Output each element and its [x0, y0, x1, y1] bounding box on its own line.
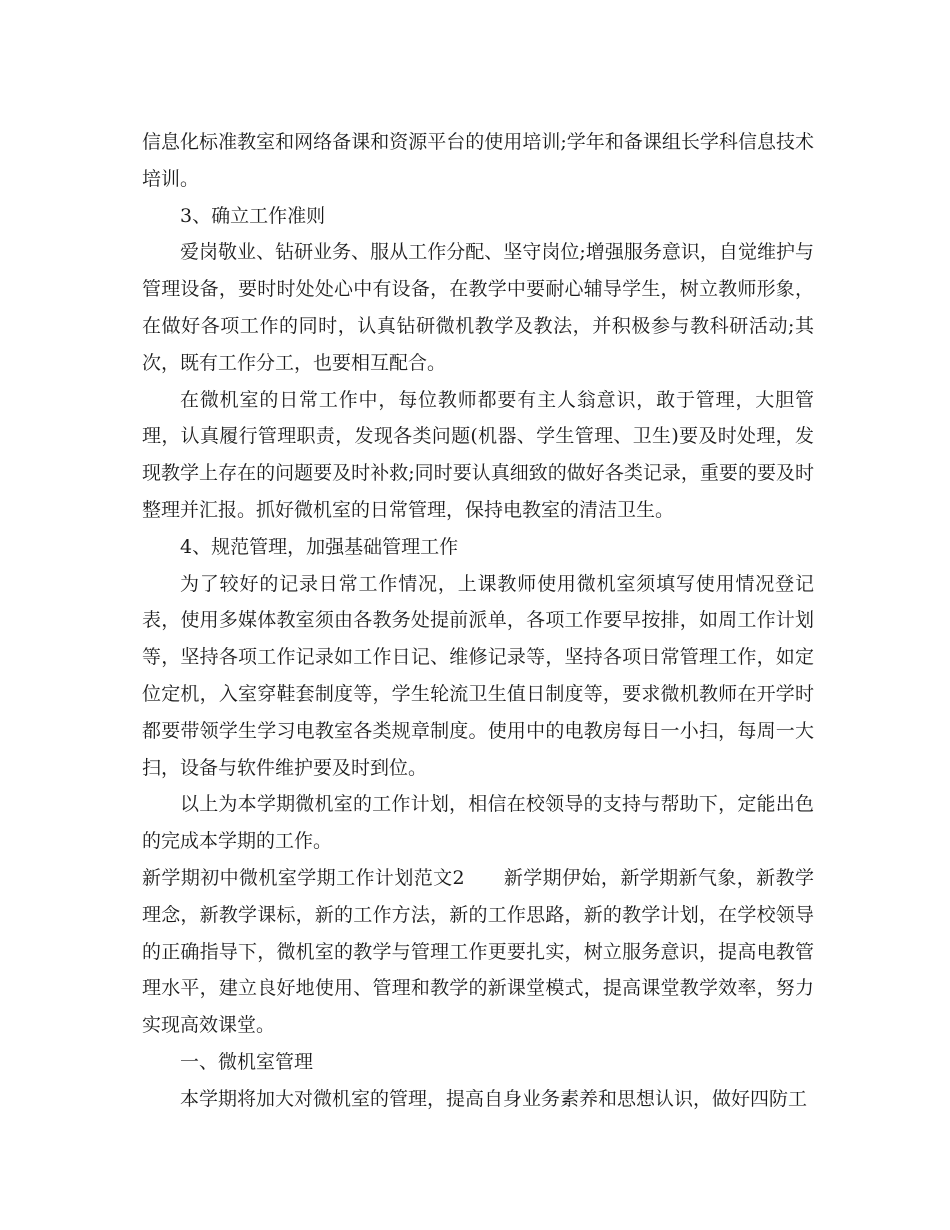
heading-standard-management: 4、规范管理，加强基础管理工作 — [180, 535, 459, 558]
paragraph-records: 为了较好的记录日常工作情况，上课教师使用微机室须填写使用情况登记表，使用多媒体教室须由各教务处提前派单，各项工作要早按排，如周工作计划等，坚持各项工作记录如工作日记、维修记录等，坚持各项日常管理工作，如定位定机，入室穿鞋套制度等，学生轮流卫生值日制度等，要求微机教师在开学时都要带领学生学习电教室各类规章制度。使用中的电教房每日一小扫，每周一大扫，设备与软件维护要及时到位。 — [142, 572, 814, 779]
paragraph-conclusion: 以上为本学期微机室的工作计划，相信在校领导的支持与帮助下，定能出色的完成本学期的工作。 — [142, 793, 814, 853]
heading-work-principles: 3、确立工作准则 — [180, 204, 326, 227]
heading-lab-management: 一、微机室管理 — [180, 1050, 314, 1073]
paragraph-training-continuation: 信息化标准教室和网络备课和资源平台的使用培训;学年和备课组长学科信息技术培训。 — [142, 131, 814, 190]
document-page — [142, 124, 814, 1118]
paragraph-daily-work: 在微机室的日常工作中，每位教师都要有主人翁意识，敢于管理，大胆管理，认真履行管理职责，发现各类问题(机器、学生管理、卫生)要及时处理，发现教学上存在的问题要及时补救;同时要认真细致的做好各类记录，重要的要及时整理并汇报。抓好微机室的日常管理，保持电教室的清洁卫生。 — [142, 388, 814, 521]
paragraph-lab-management: 本学期将加大对微机室的管理，提高自身业务素养和思想认识，做好四防工 — [180, 1087, 808, 1110]
paragraph-sample-2-intro: 新学期初中微机室学期工作计划范文2 新学期伊始，新学期新气象，新教学理念，新教学课标，新的工作方法，新的工作思路，新的教学计划，在学校领导的正确指导下，微机室的教学与管理工作更要扎实，树立服务意识，提高电教管理水平，建立良好地使用、管理和教学的新课堂模式，提高课堂教学效率，努力实现高效课堂。 — [142, 866, 814, 1037]
paragraph-dedication: 爱岗敬业、钻研业务、服从工作分配、坚守岗位;增强服务意识，自觉维护与管理设备，要时时处处心中有设备，在教学中要耐心辅导学生，树立教师形象，在做好各项工作的同时，认真钻研微机教学及教法，并积极参与教科研活动;其次，既有工作分工，也要相互配合。 — [142, 241, 814, 374]
